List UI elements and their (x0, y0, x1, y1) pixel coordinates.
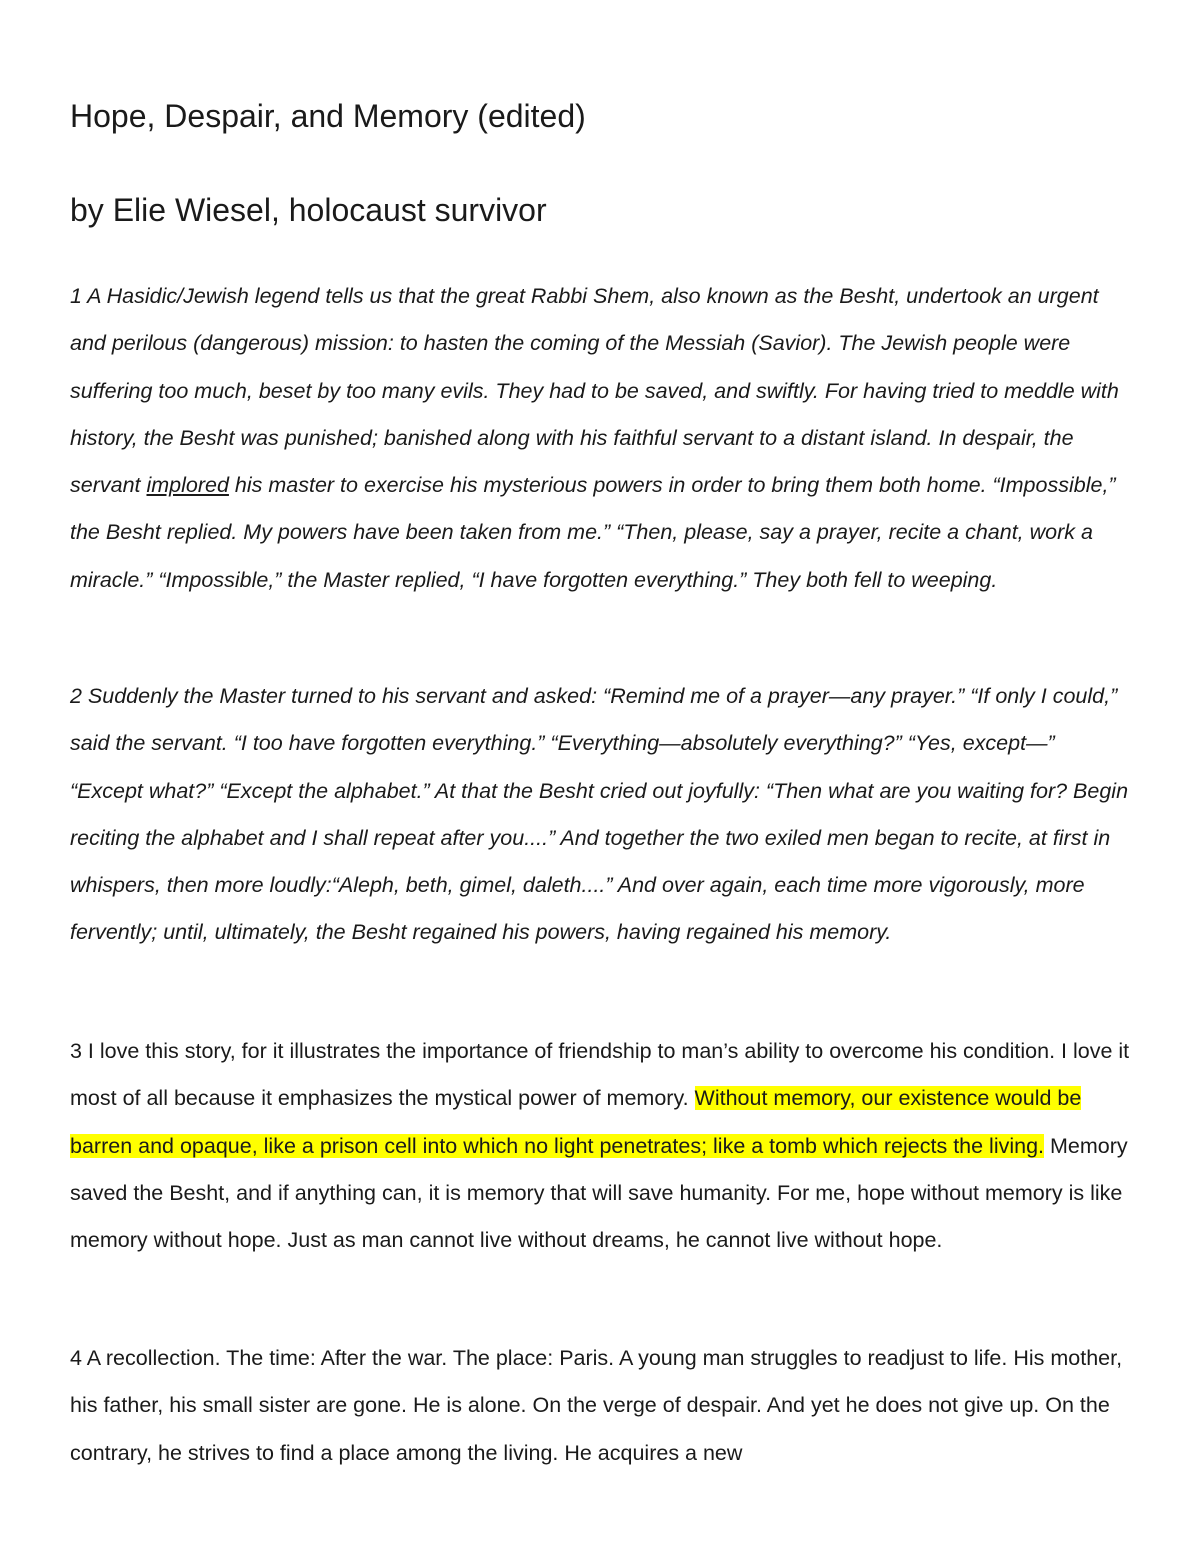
paragraph-1 (70, 273, 1132, 604)
highlighted-text: Without memory, our existence would be barren and opaque, like a prison cell into which no light penetrates; like a tomb which rejects the living. (70, 1086, 1082, 1158)
underlined-word-implored: implored (146, 473, 229, 498)
paragraph-1-text-before: 1 A Hasidic/Jewish legend tells us that the great Rabbi Shem, also known as the Besht, undertook an urgent and perilous (dangerous) mission: to hasten the coming of the Messiah (Savior). The Jewish people were suffering too much, beset by too many evils. They had to be saved, and swiftly. For having tried to meddle with history, the Besht was punished; banished along with his faithful servant to a distant island. In despair, the servant (70, 284, 1119, 498)
document-byline: by Elie Wiesel, holocaust survivor (70, 192, 547, 228)
paragraph-1-text-after: his master to exercise his mysterious powers in order to bring them both home. “Impossible,” the Besht replied. My powers have been taken from me.” “Then, please, say a prayer, recite a chant, work a miracle.” “Impossible,” the Master replied, “I have forgotten everything.” They both fell to weeping. (70, 473, 1116, 592)
paragraph-4: 4 A recollection. The time: After the war. The place: Paris. A young man struggles to readjust to life. His mother, his father, his small sister are gone. He is alone. On the verge of despair. And yet he does not give up. On the contrary, he strives to find a place among the living. He acquires a new (70, 1346, 1123, 1465)
document-title: Hope, Despair, and Memory (edited) (70, 98, 586, 134)
paragraph-3-text-after: Memory saved the Besht, and if anything can, it is memory that will save humanity. For me, hope without memory is like memory without hope. Just as man cannot live without dreams, he cannot live without hope. (70, 1133, 1128, 1253)
paragraph-3-text-before: 3 I love this story, for it illustrates the importance of friendship to man’s ability to overcome his condition. I love it most of all because it emphasizes the mystical power of memory. (70, 1039, 1130, 1111)
paragraph-3 (70, 1028, 1132, 1264)
paragraph-2: 2 Suddenly the Master turned to his servant and asked: “Remind me of a prayer—any prayer.” “If only I could,” said the servant. “I too have forgotten everything.” “Everything—absolutely everything?” “Yes, except—” “Except what?” “Except the alphabet.” At that the Besht cried out joyfully: “Then what are you waiting for? Begin reciting the alphabet and I shall repeat after you....” And together the two exiled men began to recite, at first in whispers, then more loudly:“Aleph, beth, gimel, daleth....” And over again, each time more vigorously, more fervently; until, ultimately, the Besht regained his powers, having regained his memory. (70, 684, 1129, 945)
